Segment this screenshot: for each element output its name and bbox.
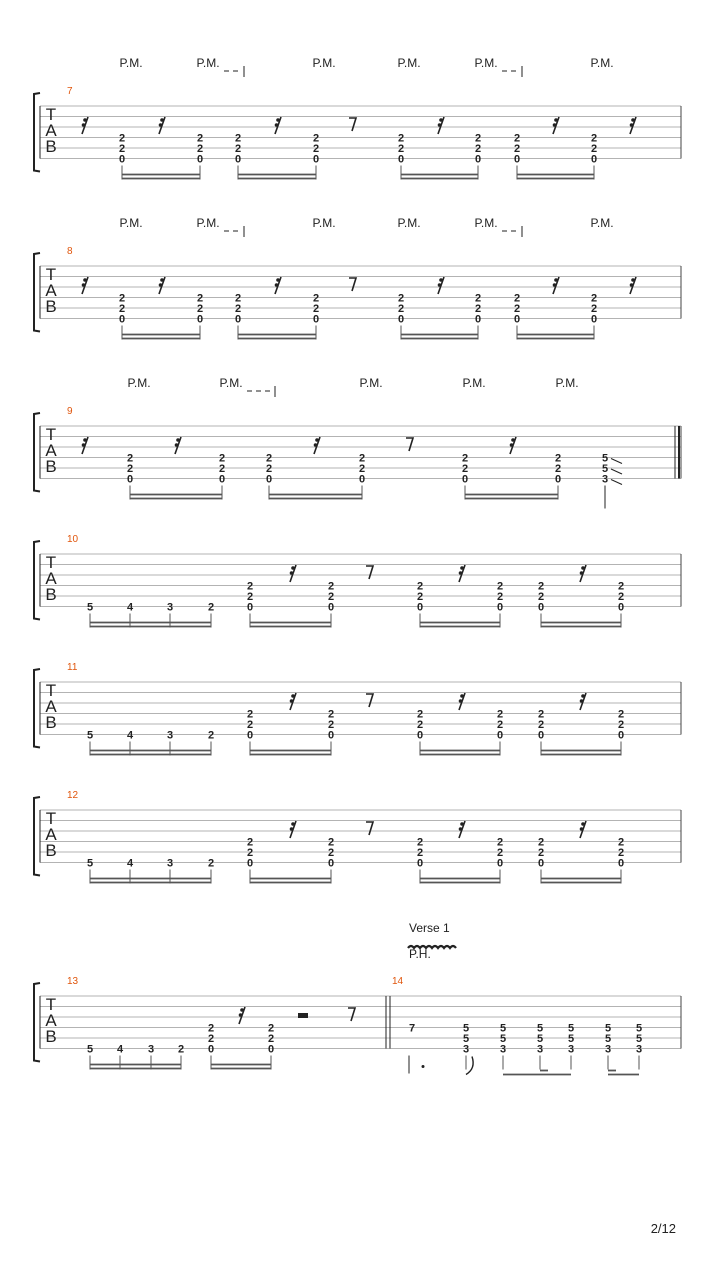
chord-fret: 2 bbox=[590, 143, 598, 155]
chord-fret: 2 bbox=[496, 591, 504, 603]
chord-fret: 0 bbox=[126, 473, 134, 486]
rest-dot bbox=[439, 278, 443, 282]
chord-fret: 2 bbox=[590, 132, 598, 145]
chord-fret: 2 bbox=[617, 836, 625, 849]
fret-number: 3 bbox=[166, 729, 174, 742]
page-number: 2/12 bbox=[650, 1221, 676, 1236]
chord-fret: 0 bbox=[246, 729, 254, 742]
chord-fret: 5 bbox=[567, 1022, 575, 1035]
chord-fret: 2 bbox=[312, 292, 320, 305]
tab-clef-letter: A bbox=[45, 825, 57, 844]
note-flag bbox=[466, 1057, 473, 1075]
rest-dot bbox=[82, 283, 86, 287]
system-bracket bbox=[34, 541, 40, 620]
chord-fret: 0 bbox=[267, 1043, 275, 1056]
rest-dot bbox=[580, 699, 584, 703]
chord-fret: 5 bbox=[635, 1022, 643, 1035]
section-label: Verse 1 bbox=[409, 921, 450, 935]
chord-fret: 2 bbox=[327, 591, 335, 603]
chord-fret: 2 bbox=[537, 591, 545, 603]
chord-fret: 2 bbox=[267, 1033, 275, 1045]
tab-clef-letter: T bbox=[45, 809, 57, 828]
rest-dot bbox=[581, 566, 585, 570]
chord-fret: 3 bbox=[604, 1043, 612, 1056]
rest-dot bbox=[83, 118, 87, 122]
tab-clef-letter: B bbox=[45, 585, 57, 604]
fret-number: 5 bbox=[86, 1043, 94, 1056]
chord-fret: 5 bbox=[601, 452, 609, 465]
chord-fret: 2 bbox=[118, 292, 126, 305]
rest-dot bbox=[275, 123, 279, 127]
tab-clef-letter: T bbox=[45, 425, 57, 444]
chord-fret: 2 bbox=[265, 463, 273, 475]
tab-clef-letter: T bbox=[45, 995, 57, 1014]
chord-fret: 0 bbox=[246, 601, 254, 614]
tab-clef-letter: B bbox=[45, 841, 57, 860]
chord-fret: 0 bbox=[327, 729, 335, 742]
palm-mute-label: P.M. bbox=[119, 216, 143, 230]
rest-dot bbox=[159, 283, 163, 287]
rest-dot bbox=[581, 822, 585, 826]
rest-dot bbox=[554, 278, 558, 282]
chord-fret: 2 bbox=[218, 452, 226, 465]
chord-fret: 0 bbox=[312, 313, 320, 326]
rest-dot bbox=[160, 118, 164, 122]
chord-fret: 0 bbox=[196, 153, 204, 166]
palm-mute-label: P.M. bbox=[127, 376, 151, 390]
measure-number: 13 bbox=[67, 976, 79, 987]
chord-fret: 2 bbox=[513, 303, 521, 315]
tab-clef-letter: B bbox=[45, 713, 57, 732]
tab-clef-letter: A bbox=[45, 569, 57, 588]
system-bracket bbox=[34, 983, 40, 1062]
chord-fret: 2 bbox=[327, 580, 335, 593]
rest-dot bbox=[460, 694, 464, 698]
chord-fret: 2 bbox=[537, 580, 545, 593]
tab-clef-letter: T bbox=[45, 265, 57, 284]
chord-fret: 2 bbox=[496, 708, 504, 721]
chord-fret: 0 bbox=[397, 313, 405, 326]
rest-dot bbox=[630, 123, 634, 127]
fret-number: 4 bbox=[116, 1043, 124, 1056]
chord-fret: 5 bbox=[567, 1033, 575, 1045]
chord-fret: 0 bbox=[218, 473, 226, 486]
chord-fret: 2 bbox=[234, 303, 242, 315]
tab-clef-letter: A bbox=[45, 281, 57, 300]
chord-fret: 2 bbox=[416, 847, 424, 859]
measure-number: 11 bbox=[67, 662, 78, 673]
system-bracket bbox=[34, 93, 40, 172]
palm-mute-label: P.M. bbox=[555, 376, 579, 390]
fret-number: 4 bbox=[126, 729, 134, 742]
measure-number: 9 bbox=[67, 406, 73, 417]
chord-fret: 5 bbox=[536, 1022, 544, 1035]
rest-dot bbox=[315, 438, 319, 442]
rest-dot bbox=[290, 699, 294, 703]
rest-dot bbox=[459, 571, 463, 575]
chord-fret: 0 bbox=[496, 857, 504, 870]
chord-fret: 2 bbox=[513, 143, 521, 155]
rest-dot bbox=[290, 571, 294, 575]
palm-mute-label: P.M. bbox=[474, 216, 498, 230]
fret-number: 5 bbox=[86, 857, 94, 870]
palm-mute-label: P.M. bbox=[312, 56, 336, 70]
chord-fret: 3 bbox=[499, 1043, 507, 1056]
chord-fret: 2 bbox=[513, 292, 521, 305]
chord-fret: 0 bbox=[196, 313, 204, 326]
chord-fret: 2 bbox=[118, 143, 126, 155]
chord-fret: 0 bbox=[265, 473, 273, 486]
chord-fret: 2 bbox=[590, 303, 598, 315]
chord-fret: 2 bbox=[461, 452, 469, 465]
chord-fret: 2 bbox=[617, 708, 625, 721]
palm-mute-label: P.M. bbox=[397, 56, 421, 70]
rest-dot bbox=[291, 822, 295, 826]
tab-clef-letter: A bbox=[45, 697, 57, 716]
chord-fret: 0 bbox=[554, 473, 562, 486]
chord-fret: 2 bbox=[474, 143, 482, 155]
chord-fret: 2 bbox=[126, 452, 134, 465]
palm-mute-label: P.M. bbox=[196, 216, 220, 230]
fret-number: 4 bbox=[126, 857, 134, 870]
chord-fret: 2 bbox=[246, 580, 254, 593]
chord-fret: 0 bbox=[358, 473, 366, 486]
rest-dot bbox=[439, 118, 443, 122]
chord-fret: 2 bbox=[474, 303, 482, 315]
rest-dot bbox=[82, 123, 86, 127]
chord-fret: 2 bbox=[234, 132, 242, 145]
chord-fret: 2 bbox=[312, 132, 320, 145]
system-bracket bbox=[34, 413, 40, 492]
chord-fret: 0 bbox=[416, 601, 424, 614]
palm-mute-label: P.M. bbox=[474, 56, 498, 70]
rest-dot bbox=[159, 123, 163, 127]
pinch-harmonic-label: P.H. bbox=[409, 947, 431, 961]
chord-fret: 2 bbox=[196, 303, 204, 315]
rest-eighth bbox=[349, 118, 356, 131]
tab-clef-letter: A bbox=[45, 1011, 57, 1030]
rest-dot bbox=[239, 1013, 243, 1017]
system-bracket bbox=[34, 797, 40, 876]
palm-mute-label: P.M. bbox=[219, 376, 243, 390]
chord-fret: 5 bbox=[499, 1022, 507, 1035]
chord-fret: 2 bbox=[397, 143, 405, 155]
tab-clef-letter: A bbox=[45, 441, 57, 460]
rest-dot bbox=[631, 118, 635, 122]
chord-fret: 2 bbox=[537, 847, 545, 859]
chord-fret: 3 bbox=[635, 1043, 643, 1056]
rest-eighth bbox=[366, 822, 373, 835]
chord-fret: 2 bbox=[358, 452, 366, 465]
rest-dot bbox=[160, 278, 164, 282]
chord-fret: 2 bbox=[474, 292, 482, 305]
fret-number: 2 bbox=[177, 1043, 185, 1056]
palm-mute-label: P.M. bbox=[312, 216, 336, 230]
rest-dot bbox=[580, 827, 584, 831]
chord-fret: 0 bbox=[416, 729, 424, 742]
fret-number: 5 bbox=[86, 601, 94, 614]
tab-clef-letter: B bbox=[45, 457, 57, 476]
rest-dot bbox=[176, 438, 180, 442]
rest-eighth bbox=[406, 438, 413, 451]
chord-fret: 2 bbox=[218, 463, 226, 475]
chord-fret: 5 bbox=[635, 1033, 643, 1045]
chord-fret: 2 bbox=[207, 1022, 215, 1035]
palm-mute-label: P.M. bbox=[590, 56, 614, 70]
chord-fret: 2 bbox=[118, 303, 126, 315]
rest-eighth bbox=[348, 1008, 355, 1021]
chord-fret: 2 bbox=[496, 836, 504, 849]
tab-clef-letter: T bbox=[45, 105, 57, 124]
chord-fret: 2 bbox=[513, 132, 521, 145]
chord-fret: 2 bbox=[496, 719, 504, 731]
chord-fret: 2 bbox=[327, 847, 335, 859]
chord-fret: 2 bbox=[416, 580, 424, 593]
chord-fret: 0 bbox=[327, 601, 335, 614]
chord-fret: 2 bbox=[416, 836, 424, 849]
chord-fret: 2 bbox=[474, 132, 482, 145]
slide-out-mark bbox=[611, 469, 622, 474]
chord-fret: 5 bbox=[499, 1033, 507, 1045]
measure-number: 8 bbox=[67, 246, 73, 257]
chord-fret: 2 bbox=[327, 708, 335, 721]
palm-mute-label: P.M. bbox=[359, 376, 383, 390]
chord-fret: 2 bbox=[246, 591, 254, 603]
chord-fret: 2 bbox=[397, 303, 405, 315]
chord-fret: 0 bbox=[496, 601, 504, 614]
tab-clef-letter: B bbox=[45, 137, 57, 156]
tab-staff bbox=[34, 983, 681, 1062]
fret-number: 3 bbox=[166, 857, 174, 870]
chord-fret: 2 bbox=[118, 132, 126, 145]
slide-out-mark bbox=[611, 480, 622, 485]
rest-dot bbox=[275, 283, 279, 287]
chord-fret: 0 bbox=[537, 857, 545, 870]
chord-fret: 3 bbox=[567, 1043, 575, 1056]
chord-fret: 0 bbox=[118, 313, 126, 326]
chord-fret: 0 bbox=[474, 313, 482, 326]
chord-fret: 2 bbox=[246, 708, 254, 721]
tab-clef-letter: T bbox=[45, 681, 57, 700]
chord-fret: 5 bbox=[604, 1022, 612, 1035]
measure-number: 12 bbox=[67, 790, 79, 801]
system-bracket bbox=[34, 253, 40, 332]
chord-fret: 5 bbox=[604, 1033, 612, 1045]
chord-fret: 5 bbox=[462, 1022, 470, 1035]
rest-dot bbox=[83, 438, 87, 442]
chord-fret: 0 bbox=[496, 729, 504, 742]
system-bracket bbox=[34, 669, 40, 748]
chord-fret: 0 bbox=[590, 313, 598, 326]
rest-dot bbox=[581, 694, 585, 698]
chord-fret: 0 bbox=[537, 601, 545, 614]
chord-fret: 2 bbox=[496, 847, 504, 859]
palm-mute-label: P.M. bbox=[590, 216, 614, 230]
chord-fret: 2 bbox=[537, 708, 545, 721]
palm-mute-label: P.M. bbox=[397, 216, 421, 230]
chord-fret: 0 bbox=[118, 153, 126, 166]
chord-fret: 2 bbox=[617, 719, 625, 731]
chord-fret: 0 bbox=[461, 473, 469, 486]
chord-fret: 2 bbox=[358, 463, 366, 475]
rest-dot bbox=[630, 283, 634, 287]
rest-eighth bbox=[349, 278, 356, 291]
rest-dot bbox=[290, 827, 294, 831]
rest-dot bbox=[459, 827, 463, 831]
slide-out-mark bbox=[611, 459, 622, 464]
augmentation-dot bbox=[422, 1065, 425, 1068]
chord-fret: 2 bbox=[416, 708, 424, 721]
rest-dot bbox=[580, 571, 584, 575]
rest-dot bbox=[291, 566, 295, 570]
rest-eighth bbox=[366, 694, 373, 707]
chord-fret: 0 bbox=[537, 729, 545, 742]
chord-fret: 0 bbox=[474, 153, 482, 166]
tab-staff bbox=[34, 93, 681, 172]
chord-fret: 2 bbox=[496, 580, 504, 593]
chord-fret: 2 bbox=[327, 836, 335, 849]
chord-fret: 0 bbox=[617, 729, 625, 742]
chord-fret: 2 bbox=[397, 132, 405, 145]
chord-fret: 0 bbox=[234, 313, 242, 326]
chord-fret: 0 bbox=[617, 857, 625, 870]
measure-number: 7 bbox=[67, 86, 73, 97]
chord-fret: 2 bbox=[196, 292, 204, 305]
fret-number: 4 bbox=[126, 601, 134, 614]
rest-dot bbox=[314, 443, 318, 447]
chord-fret: 2 bbox=[234, 143, 242, 155]
tab-staff bbox=[34, 253, 681, 332]
palm-mute-label: P.M. bbox=[196, 56, 220, 70]
rest-dot bbox=[438, 283, 442, 287]
fret-number: 3 bbox=[147, 1043, 155, 1056]
chord-fret: 0 bbox=[617, 601, 625, 614]
fret-number: 2 bbox=[207, 601, 215, 614]
chord-fret: 2 bbox=[617, 847, 625, 859]
rest-dot bbox=[460, 822, 464, 826]
chord-fret: 2 bbox=[617, 580, 625, 593]
tab-clef-letter: A bbox=[45, 121, 57, 140]
rest-dot bbox=[276, 278, 280, 282]
chord-fret: 2 bbox=[416, 591, 424, 603]
rest-dot bbox=[631, 278, 635, 282]
chord-fret: 2 bbox=[196, 132, 204, 145]
chord-fret: 2 bbox=[327, 719, 335, 731]
chord-fret: 0 bbox=[416, 857, 424, 870]
chord-fret: 2 bbox=[554, 463, 562, 475]
chord-fret: 2 bbox=[246, 719, 254, 731]
chord-fret: 2 bbox=[126, 463, 134, 475]
chord-fret: 2 bbox=[246, 847, 254, 859]
rest-dot bbox=[460, 566, 464, 570]
chord-fret: 2 bbox=[416, 719, 424, 731]
palm-mute-label: P.M. bbox=[119, 56, 143, 70]
chord-fret: 5 bbox=[601, 463, 609, 475]
rest-dot bbox=[276, 118, 280, 122]
chord-fret: 0 bbox=[513, 313, 521, 326]
fret-number: 7 bbox=[408, 1022, 416, 1035]
rest-half bbox=[298, 1013, 308, 1018]
chord-fret: 2 bbox=[537, 836, 545, 849]
fret-number: 2 bbox=[207, 729, 215, 742]
measure-number: 10 bbox=[67, 534, 79, 545]
chord-fret: 2 bbox=[234, 292, 242, 305]
measure-number: 14 bbox=[392, 976, 404, 987]
tab-clef-letter: T bbox=[45, 553, 57, 572]
chord-fret: 2 bbox=[397, 292, 405, 305]
rest-eighth bbox=[366, 566, 373, 579]
chord-fret: 0 bbox=[246, 857, 254, 870]
rest-dot bbox=[175, 443, 179, 447]
chord-fret: 5 bbox=[462, 1033, 470, 1045]
chord-fret: 2 bbox=[461, 463, 469, 475]
rest-dot bbox=[510, 443, 514, 447]
tab-clef-letter: B bbox=[45, 1027, 57, 1046]
fret-number: 3 bbox=[166, 601, 174, 614]
chord-fret: 2 bbox=[312, 143, 320, 155]
chord-fret: 2 bbox=[590, 292, 598, 305]
chord-fret: 3 bbox=[462, 1043, 470, 1056]
chord-fret: 0 bbox=[234, 153, 242, 166]
chord-fret: 5 bbox=[536, 1033, 544, 1045]
chord-fret: 2 bbox=[196, 143, 204, 155]
chord-fret: 0 bbox=[312, 153, 320, 166]
chord-fret: 2 bbox=[537, 719, 545, 731]
rest-dot bbox=[553, 123, 557, 127]
chord-fret: 2 bbox=[312, 303, 320, 315]
rest-dot bbox=[554, 118, 558, 122]
chord-fret: 2 bbox=[267, 1022, 275, 1035]
chord-fret: 3 bbox=[601, 473, 609, 486]
chord-fret: 2 bbox=[246, 836, 254, 849]
fret-number: 2 bbox=[207, 857, 215, 870]
palm-mute-label: P.M. bbox=[462, 376, 486, 390]
chord-fret: 2 bbox=[265, 452, 273, 465]
chord-fret: 2 bbox=[207, 1033, 215, 1045]
rest-dot bbox=[511, 438, 515, 442]
rest-dot bbox=[82, 443, 86, 447]
chord-fret: 0 bbox=[397, 153, 405, 166]
chord-fret: 2 bbox=[617, 591, 625, 603]
rest-dot bbox=[83, 278, 87, 282]
rest-dot bbox=[459, 699, 463, 703]
chord-fret: 3 bbox=[536, 1043, 544, 1056]
tab-clef-letter: B bbox=[45, 297, 57, 316]
rest-dot bbox=[553, 283, 557, 287]
rest-dot bbox=[438, 123, 442, 127]
chord-fret: 0 bbox=[513, 153, 521, 166]
chord-fret: 2 bbox=[554, 452, 562, 465]
chord-fret: 0 bbox=[590, 153, 598, 166]
chord-fret: 0 bbox=[207, 1043, 215, 1056]
chord-fret: 0 bbox=[327, 857, 335, 870]
fret-number: 5 bbox=[86, 729, 94, 742]
rest-dot bbox=[291, 694, 295, 698]
rest-dot bbox=[240, 1008, 244, 1012]
